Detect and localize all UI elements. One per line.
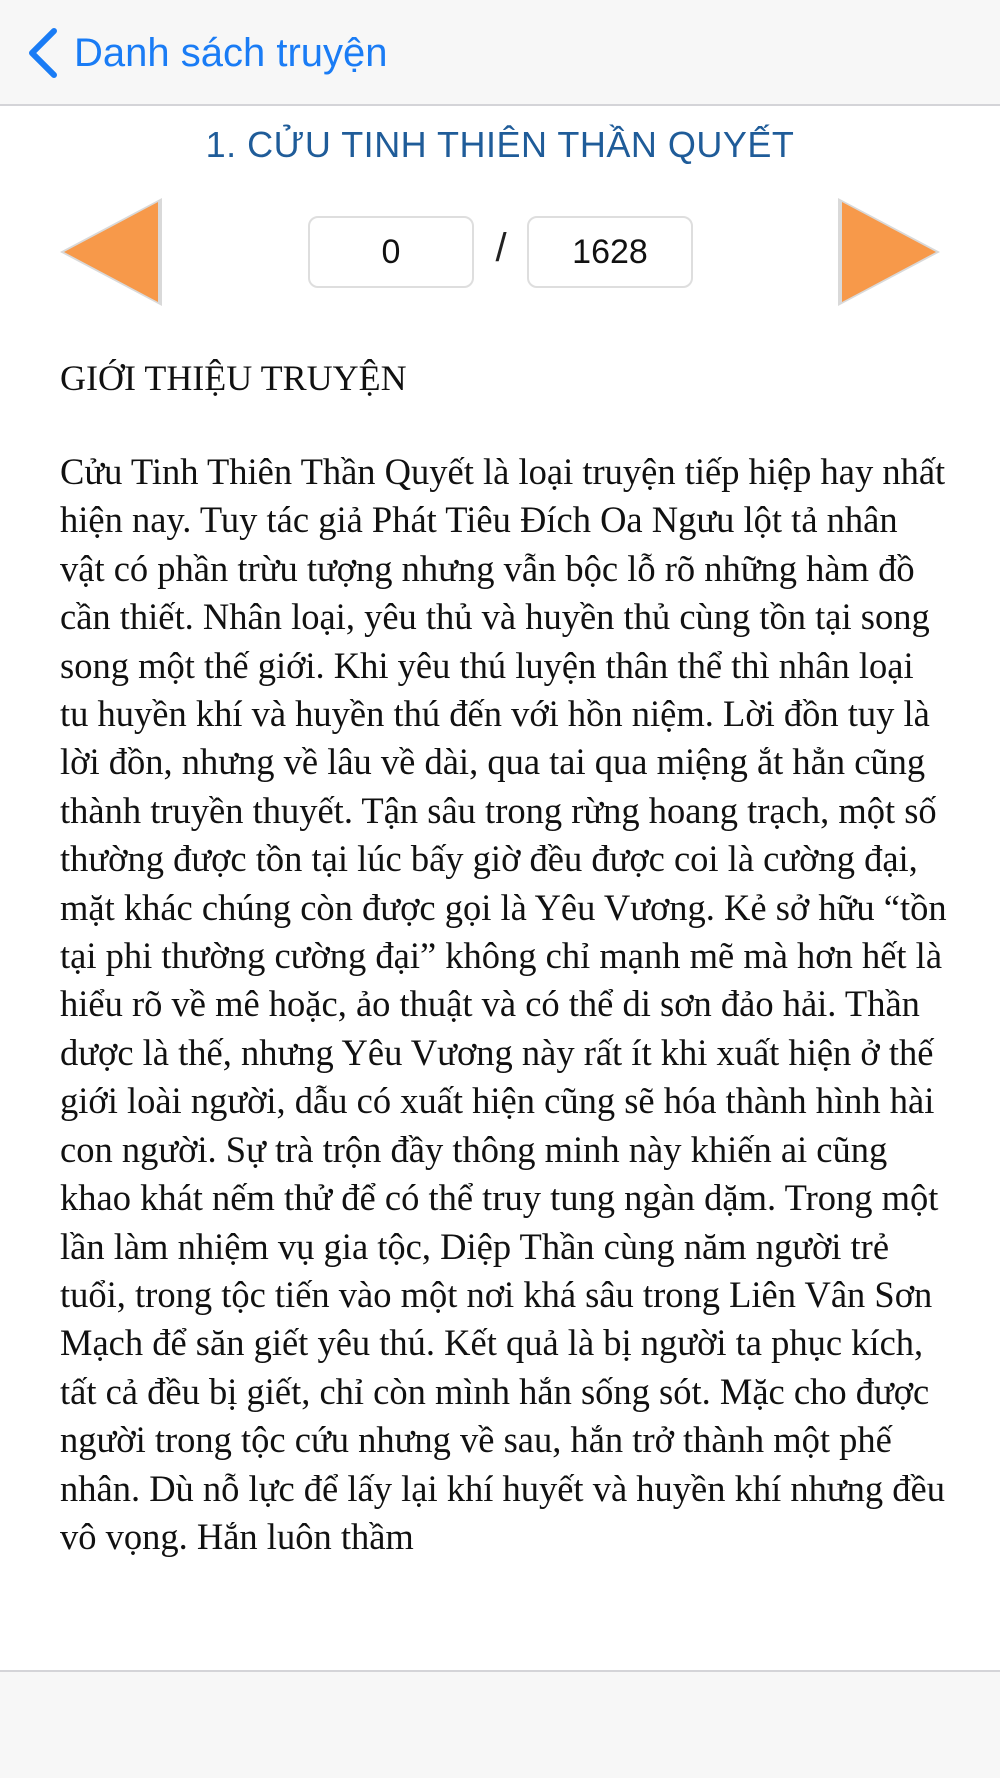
bottom-toolbar: [0, 1670, 1000, 1778]
page-separator: /: [495, 226, 507, 270]
triangle-right-icon: [830, 295, 946, 312]
back-button[interactable]: [26, 24, 388, 82]
navigation-bar: [0, 0, 1000, 106]
next-page-button[interactable]: [830, 196, 946, 308]
back-button-label: Danh sách truyện: [74, 30, 388, 75]
story-content[interactable]: [60, 352, 950, 1626]
chevron-left-icon: [26, 27, 60, 79]
intro-body-text: Cửu Tinh Thiên Thần Quyết là loại truyện tiếp hiệp hay nhất hiện nay. Tuy tác giả Phát Tiêu Đích Oa Ngưu lột tả nhân vật có phần trừu tượng nhưng vẫn bộc lỗ rõ những hàm đồ cần thiết. Nhân loại, yêu thủ và huyền thủ cùng tồn tại song song một thế giới. Khi yêu thú luyện thân thể thì nhân loại tu huyền khí và huyền thú đến với hồn niệm. Lời đồn tuy là lời đồn, nhưng về lâu về dài, qua tai qua miệng ắt hẳn cũng thành truyền thuyết. Tận sâu trong rừng hoang trạch, một số thường được tồn tại lúc bấy giờ đều được coi là cường đại, mặt khác chúng còn được gọi là Yêu Vương. Kẻ sở hữu “tồn tại phi thường cường đại” không chỉ mạnh mẽ mà hơn hết là hiểu rõ về mê hoặc, ảo thuật và có thể di sơn đảo hải. Thần dược là thế, nhưng Yêu Vương này rất ít khi xuất hiện ở thế giới loài người, dẫu có xuất hiện cũng sẽ hóa thành hình hài con người. Sự trà trộn đầy thông minh này khiến ai cũng khao khát nếm thử để có thể truy tung ngàn dặm. Trong một lần làm nhiệm vụ gia tộc, Diệp Thần cùng năm người trẻ tuổi, trong tộc tiến vào một nơi khá sâu trong Liên Vân Sơn Mạch để săn giết yêu thú. Kết quả là bị người ta phục kích, tất cả đều bị giết, chỉ còn mình hắn sống sót. Mặc cho được người trong tộc cứu nhưng về sau, hắn trở thành một phế nhân. Dù nỗ lực để lấy lại khí huyết và huyền khí nhưng đều vô vọng. Hắn luôn thầm: [60, 451, 947, 1557]
triangle-left-icon: [54, 295, 170, 312]
chapter-title: 1. CỬU TINH THIÊN THẦN QUYẾT: [205, 124, 795, 165]
total-pages-field: 1628: [527, 216, 693, 288]
current-page-field[interactable]: 0: [308, 216, 474, 288]
intro-heading: GIỚI THIỆU TRUYỆN: [60, 358, 407, 398]
previous-page-button[interactable]: [54, 196, 170, 308]
